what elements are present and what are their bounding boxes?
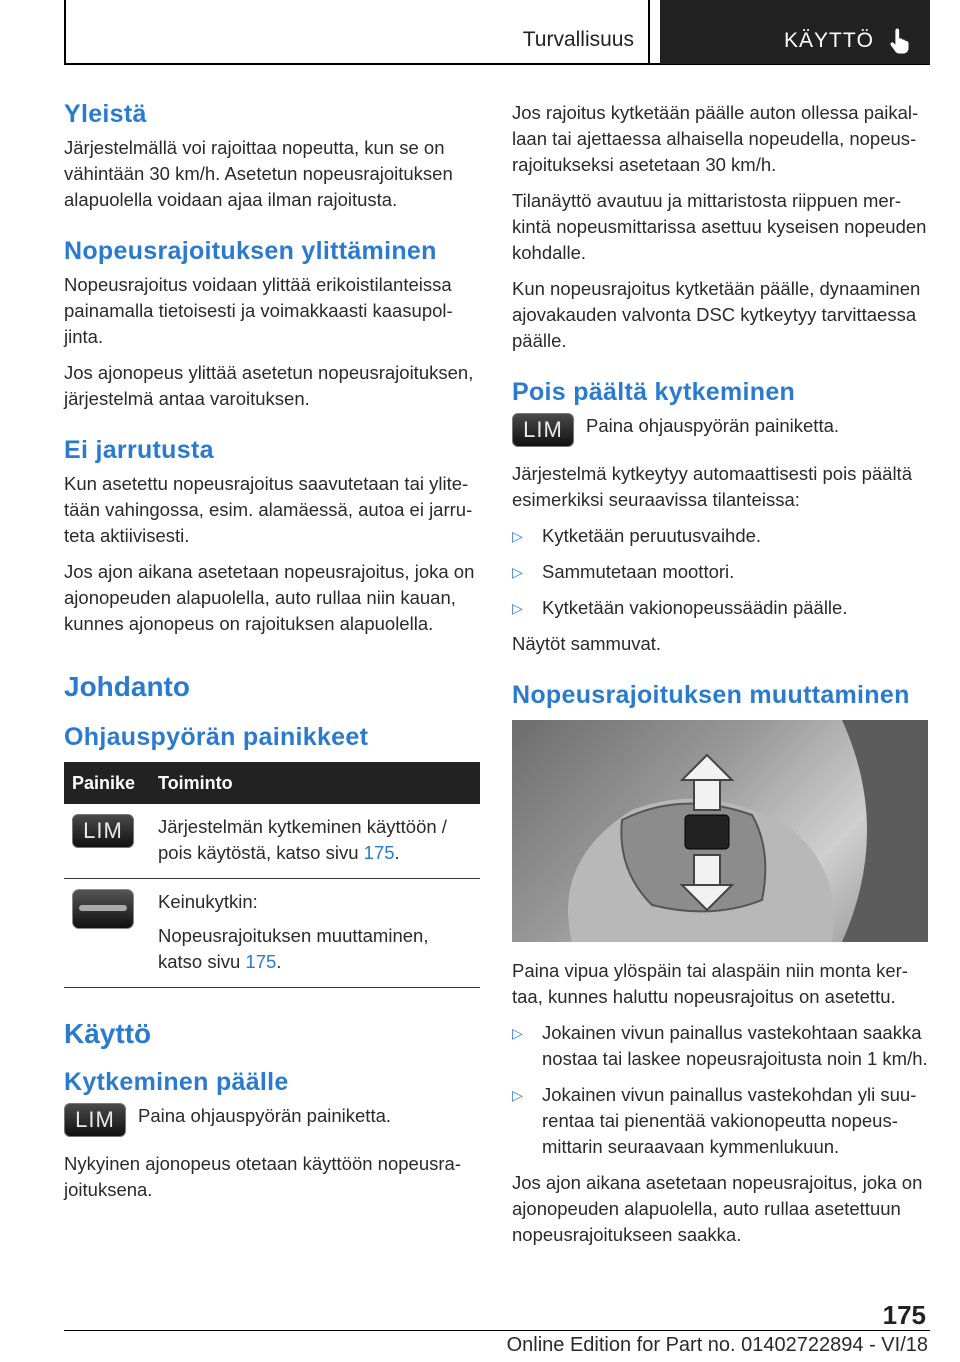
table-cell-title: Keinukytkin: [158,891,258,912]
section-title-muuttaminen: Nopeusrajoituksen muuttaminen [512,681,910,709]
table-row: LIM Järjestelmän kytkeminen käyttöön / pois käytöstä, katso sivu 175. [64,804,480,879]
lim-button-image: LIM [512,413,574,447]
section-title-ylittaminen: Nopeusrajoituksen ylittäminen [64,237,437,265]
paragraph: Tilanäyttö avautuu ja mittaristosta riippuen merkintä nopeusmittarissa asettuu kyseisen nopeuden kohdalle. [512,190,927,263]
list-item: ▷ Jokainen vivun painallus vastekohtaan saakka nostaa tai laskee nopeusrajoitusta noin 1 km/h. [512,1020,930,1072]
button-instruction [64,1103,480,1137]
header-section-title: Turvallisuus [522,28,634,51]
paragraph: Näytöt sammuvat. [512,633,662,654]
lim-button-image: LIM [72,814,134,848]
steering-wheel-rocker-photo [512,720,928,942]
chapter-title-johdanto: Johdanto [64,671,190,702]
paragraph: Nykyinen ajonopeus otetaan käyttöön nopeusrajoituksena. [64,1153,462,1200]
page-number: 175 [882,1300,926,1330]
list-item: ▷ Jokainen vivun painallus vastekohdan yli suurentaa tai pienentää vakionopeutta nopeusmittarin seuraavaan kymmenlukuun. [512,1082,930,1160]
paragraph: Jos ajon aikana asetetaan nopeusrajoitus, joka on ajonopeuden alapuolella, auto rullaa asetettuun nopeusrajoitukseen saakka. [512,1172,923,1245]
left-column [64,100,480,1213]
paragraph: Järjestelmällä voi rajoittaa nopeutta, kun se on vähintään 30 km/h. Asetetun nopeusrajoituksen alapuolella voidaan ajaa ilman rajoitusta. [64,137,453,210]
paragraph: Paina vipua ylöspäin tai alaspäin niin monta kertaa, kunnes haluttu nopeusrajoitus on asetettu. [512,960,908,1007]
paragraph: Kun asetettu nopeusrajoitus saavutetaan tai ylitetään vahingossa, esim. alamäessä, autoa ei jarruteta aktiivisesti. [64,473,473,546]
table-header-toiminto: Toiminto [150,762,480,804]
page-link[interactable]: 175 [245,951,277,972]
paragraph: Jos ajonopeus ylittää asetetun nopeusrajoituksen, järjestelmä antaa varoituksen. [64,362,474,409]
paragraph: Paina ohjauspyörän painiketta. [586,415,840,436]
section-title-paalle: Kytkeminen päälle [64,1068,289,1096]
bullet-list [512,523,930,621]
lim-button-image: LIM [64,1103,126,1137]
footer-rule [64,1330,930,1331]
paragraph: Jos rajoitus kytketään päälle auton ollessa paikallaan tai ajettaessa alhaisella nopeudella, nopeusrajoitukseksi asetetaan 30 km/h. [512,102,919,175]
right-column [512,100,930,1258]
section-title-ei-jarrutusta: Ei jarrutusta [64,436,214,464]
header-divider [648,0,650,64]
table-cell-text: Nopeusrajoituksen muuttaminen, katso sivu [158,925,429,972]
footer-edition: Online Edition for Part no. 01402722894 - VI/18 [506,1334,928,1356]
paragraph: Järjestelmä kytkeytyy automaattisesti pois päältä esimerkiksi seuraavissa tilanteissa: [512,463,912,510]
table-row: Keinukytkin: Nopeusrajoituksen muuttaminen, katso sivu 175. [64,879,480,988]
section-title-painikkeet: Ohjauspyörän painikkeet [64,723,369,751]
table-header-painike: Painike [64,762,150,804]
header-chapter-tab [660,0,930,64]
page-link[interactable]: 175 [363,842,395,863]
list-item: ▷ Sammutetaan moottori. [512,559,930,585]
steering-wheel-illustration [512,720,928,942]
bullet-list [512,1020,930,1160]
paragraph: Kun nopeusrajoitus kytketään päälle, dynaaminen ajovakauden valvonta DSC kytkeytyy tarvittaessa päälle. [512,278,921,351]
button-instruction [512,413,930,447]
header-chapter-title: KÄYTTÖ [783,29,874,52]
chapter-title-kaytto: Käyttö [64,1018,152,1049]
list-item: ▷ Kytketään peruutusvaihde. [512,523,930,549]
paragraph: Jos ajon aikana asetetaan nopeusrajoitus, joka on ajonopeuden alapuolella, auto rullaa niin kauan, kunnes ajonopeus on rajoituksen alapuolella. [64,561,475,634]
rocker-switch-icon [72,889,134,929]
header-left-rule [64,0,66,64]
list-item: ▷ Kytketään vakionopeussäädin päälle. [512,595,930,621]
buttons-table [64,762,480,988]
section-title-pois: Pois päältä kytkeminen [512,378,796,406]
paragraph: Nopeusrajoitus voidaan ylittää erikoistilanteissa painamalla tietoisesti ja voimakkaasti kaasupoljinta. [64,274,453,347]
hand-pointer-icon [886,26,916,56]
section-title-yleista: Yleistä [64,100,147,128]
table-cell-text: Järjestelmän kytkeminen käyttöön / pois käytöstä, katso sivu [158,816,447,863]
paragraph: Paina ohjauspyörän painiketta. [138,1105,392,1126]
